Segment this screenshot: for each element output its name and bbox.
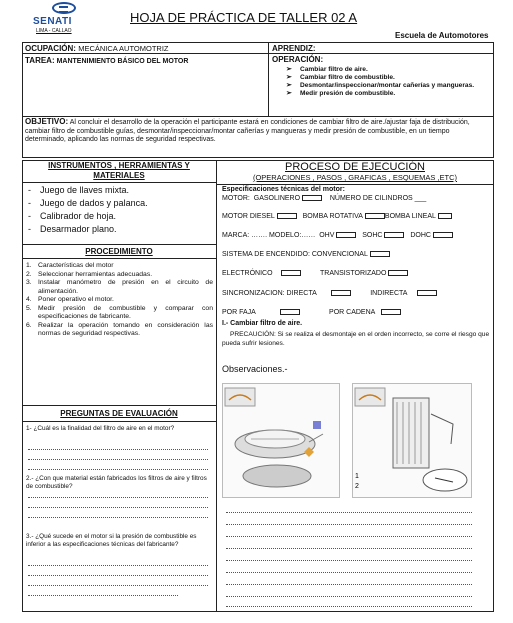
air-filter-illustration (222, 383, 340, 498)
list-item: 2. Seleccionar herramientas adecuadas. (26, 270, 153, 278)
svg-text:2: 2 (355, 483, 359, 490)
procedimiento-title: PROCEDIMIENTO (85, 247, 153, 256)
tarea: TAREA: MANTENIMIENTO BÁSICO DEL MOTOR (25, 56, 189, 65)
list-item: - Juego de llaves mixta. (26, 184, 211, 197)
question-2: 2.- ¿Con que material están fabricados los filtros de aire y filtros de combustible? (26, 475, 207, 490)
dohc-checkbox (433, 232, 453, 238)
convencional-checkbox (370, 251, 390, 257)
rotativa-checkbox (365, 213, 385, 219)
gasolinero-checkbox (302, 195, 322, 201)
observaciones-label: Observaciones.- (222, 364, 288, 374)
sohc-checkbox (384, 232, 404, 238)
lineal-checkbox (438, 213, 452, 219)
operaciones-list (286, 66, 486, 98)
faja-checkbox (280, 309, 300, 315)
filter-installation-illustration (352, 383, 472, 498)
sistema-row: SISTEMA DE ENCENDIDO: CONVENCIONAL (222, 251, 390, 258)
indirecta-checkbox (417, 290, 437, 296)
directa-checkbox (331, 290, 351, 296)
list-item: 6. Realizar la operación tomando en consideración las normas de seguridad respectivas. (26, 321, 213, 337)
proceso-title: PROCESO DE EJECUCIÓN (OPERACIONES , PASOS , GRAFICAS , ESQUEMAS ,ETC) (252, 161, 458, 182)
logo-text: SENATI (33, 16, 72, 27)
operacion-label: OPERACIÓN: (272, 55, 324, 64)
tools-title: INSTRUMENTOS , HERRAMIENTAS Y MATERIALES (48, 161, 190, 180)
list-item: - Calibrador de hoja. (26, 210, 211, 223)
sincronizacion-row: SINCRONIZACION: DIRECTA INDIRECTA (222, 290, 437, 297)
electronico-row: ELECTRÓNICO TRANSISTORIZADO (222, 270, 408, 277)
aprendiz-label: APRENDIZ: (272, 44, 316, 53)
list-item: ➢ Cambiar filtro de aire. (286, 66, 486, 74)
faja-row: POR FAJA POR CADENA (222, 309, 401, 316)
evaluacion-title: PREGUNTAS DE EVALUACIÓN (60, 409, 178, 418)
procedimiento-list (26, 262, 213, 339)
svg-text:1: 1 (355, 473, 359, 480)
spec-title: Especificaciones técnicas del motor: (222, 186, 345, 193)
list-item: 1. Características del motor (26, 262, 114, 269)
ohv-checkbox (336, 232, 356, 238)
list-item: ➢ Medir presión de combustible. (286, 90, 486, 98)
school-name: Escuela de Automotores (395, 31, 489, 40)
electronico-checkbox (281, 270, 301, 276)
step1-title: I.- Cambiar filtro de aire. (222, 320, 303, 327)
question-1: 1- ¿Cuál es la finalidad del filtro de aire en el motor? (26, 425, 175, 432)
motor-row: MOTOR: GASOLINERO NÚMERO DE CILINDROS ___ (222, 195, 427, 202)
marca-row: MARCA: ……. MODELO:…… OHV SOHC DOHC (222, 232, 453, 239)
list-item: 4. Poner operativo el motor. (26, 296, 114, 303)
objetivo: OBJETIVO: Al concluir el desarrollo de la operación el participante estará en condiciones de cambiar filtro de aire./ajustar faja de distribución, cambiar filtro de combustible guías, desmontar/inspeccionar/montar cañerías y mangueras y medir presión de combustible, en un tiempo determinado, aplicando las normas de seguridad respectivas. (25, 117, 470, 143)
diesel-checkbox (277, 213, 297, 219)
list-item: ➢ Cambiar filtro de combustible. (286, 74, 486, 82)
senati-logo-icon (52, 2, 76, 14)
list-item: ➢ Desmontar/inspeccionar/montar cañerías y mangueras. (286, 82, 486, 90)
ocupacion: OCUPACIÓN: MECÁNICA AUTOMOTRIZ (25, 44, 169, 53)
logo-subtitle: LIMA - CALLAO (36, 28, 72, 34)
list-item: - Desarmador plano. (26, 223, 211, 236)
page-title: HOJA DE PRÁCTICA DE TALLER 02 A (130, 10, 358, 25)
list-item: 5. Medir presión de combustible y comparar con especificaciones de fabricante. (26, 304, 213, 320)
precaucion-text: PRECAUCIÓN: Si se realiza el desmontaje en el orden incorrecto, se corre el riesgo que pueda sufrir lesiones. (222, 331, 490, 347)
diesel-row: MOTOR DIESEL BOMBA ROTATIVA BOMBA LINEAL (222, 213, 452, 220)
question-3: 3.- ¿Qué sucede en el motor si la presión de combustible es inferior a las especificaciones técnicas del fabricante? (26, 533, 197, 548)
list-item: - Juego de dados y palanca. (26, 197, 211, 210)
cadena-checkbox (381, 309, 401, 315)
list-item: 3. Instalar manómetro de presión en el circuito de alimentación. (26, 279, 213, 295)
tools-list (26, 184, 211, 236)
transistorizado-checkbox (388, 270, 408, 276)
